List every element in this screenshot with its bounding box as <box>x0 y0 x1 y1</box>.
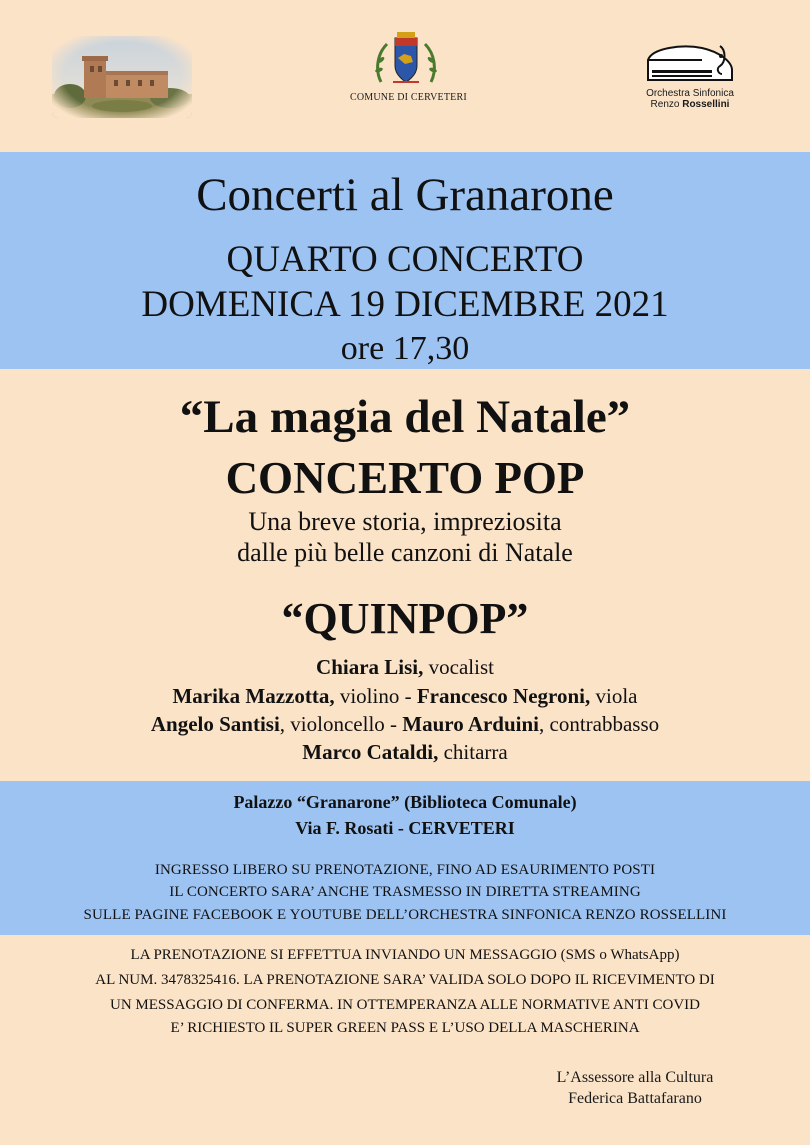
orchestra-caption-line2 <box>640 99 740 110</box>
info-line: INGRESSO LIBERO SU PRENOTAZIONE, FINO AD ESAURIMENTO POSTI <box>154 862 656 878</box>
header-logos <box>0 0 810 150</box>
performer-name: Marco Cataldi, <box>302 740 439 764</box>
signature-role: L’Assessore alla Cultura <box>556 1069 714 1086</box>
booking-line: LA PRENOTAZIONE SI EFFETTUA INVIANDO UN MESSAGGIO (SMS o WhatsApp) <box>130 947 680 963</box>
performer-name: Chiara Lisi, <box>316 655 424 679</box>
crest-caption: COMUNE DI CERVETERI <box>350 92 467 103</box>
orchestra-logo <box>640 40 740 110</box>
performer-line <box>0 740 810 765</box>
performer-role: chitarra <box>438 740 508 764</box>
town-crest <box>350 30 467 103</box>
series-title: Concerti al Granarone <box>196 169 614 221</box>
performer-line <box>0 684 810 709</box>
orchestra-caption-line1: Orchestra Sinfonica <box>646 88 734 99</box>
performer-name: Marika Mazzotta, <box>172 684 335 708</box>
concert-number: QUARTO CONCERTO <box>226 239 584 280</box>
program-description-line1: Una breve storia, impreziosita <box>248 507 562 536</box>
performer-line <box>0 712 810 737</box>
castle-photo <box>52 36 192 118</box>
venue-address: Via F. Rosati - CERVETERI <box>295 818 515 838</box>
orchestra-caption-first: Renzo <box>650 99 683 110</box>
orchestra-caption-surname: Rossellini <box>682 99 730 110</box>
performer-name: Francesco Negroni, <box>416 684 591 708</box>
concert-date: DOMENICA 19 DICEMBRE 2021 <box>141 284 669 325</box>
performer-role: vocalist <box>423 655 494 679</box>
performer-name: Mauro Arduini <box>402 712 540 736</box>
info-line: IL CONCERTO SARA’ ANCHE TRASMESSO IN DIRETTA STREAMING <box>169 884 641 900</box>
performer-role: , contrabbasso <box>539 712 660 736</box>
concert-time: ore 17,30 <box>340 330 470 367</box>
program-name: “La magia del Natale” <box>179 391 631 443</box>
venue-name: Palazzo “Granarone” (Biblioteca Comunale) <box>233 792 577 812</box>
performer-role: viola <box>590 684 638 708</box>
info-line: SULLE PAGINE FACEBOOK E YOUTUBE DELL’ORCHESTRA SINFONICA RENZO ROSSELLINI <box>83 907 727 923</box>
booking-line: E’ RICHIESTO IL SUPER GREEN PASS E L’USO DELLA MASCHERINA <box>170 1020 640 1036</box>
program-description-line2: dalle più belle canzoni di Natale <box>237 538 573 567</box>
performer-role: violino - <box>334 684 417 708</box>
performer-line <box>0 655 810 680</box>
signature-name: Federica Battafarano <box>568 1090 702 1107</box>
orchestra-caption <box>640 88 740 110</box>
ensemble-name: “QUINPOP” <box>281 594 529 643</box>
orchestra-logo-icon <box>642 40 738 84</box>
booking-line: AL NUM. 3478325416. LA PRENOTAZIONE SARA’ VALIDA SOLO DOPO IL RICEVIMENTO DI <box>95 972 715 988</box>
performer-role: , violoncello - <box>279 712 403 736</box>
program-kind: CONCERTO POP <box>225 453 585 503</box>
booking-line: UN MESSAGGIO DI CONFERMA. IN OTTEMPERANZA ALLE NORMATIVE ANTI COVID <box>110 997 700 1013</box>
town-crest-icon <box>371 30 441 90</box>
performer-name: Angelo Santisi <box>150 712 280 736</box>
